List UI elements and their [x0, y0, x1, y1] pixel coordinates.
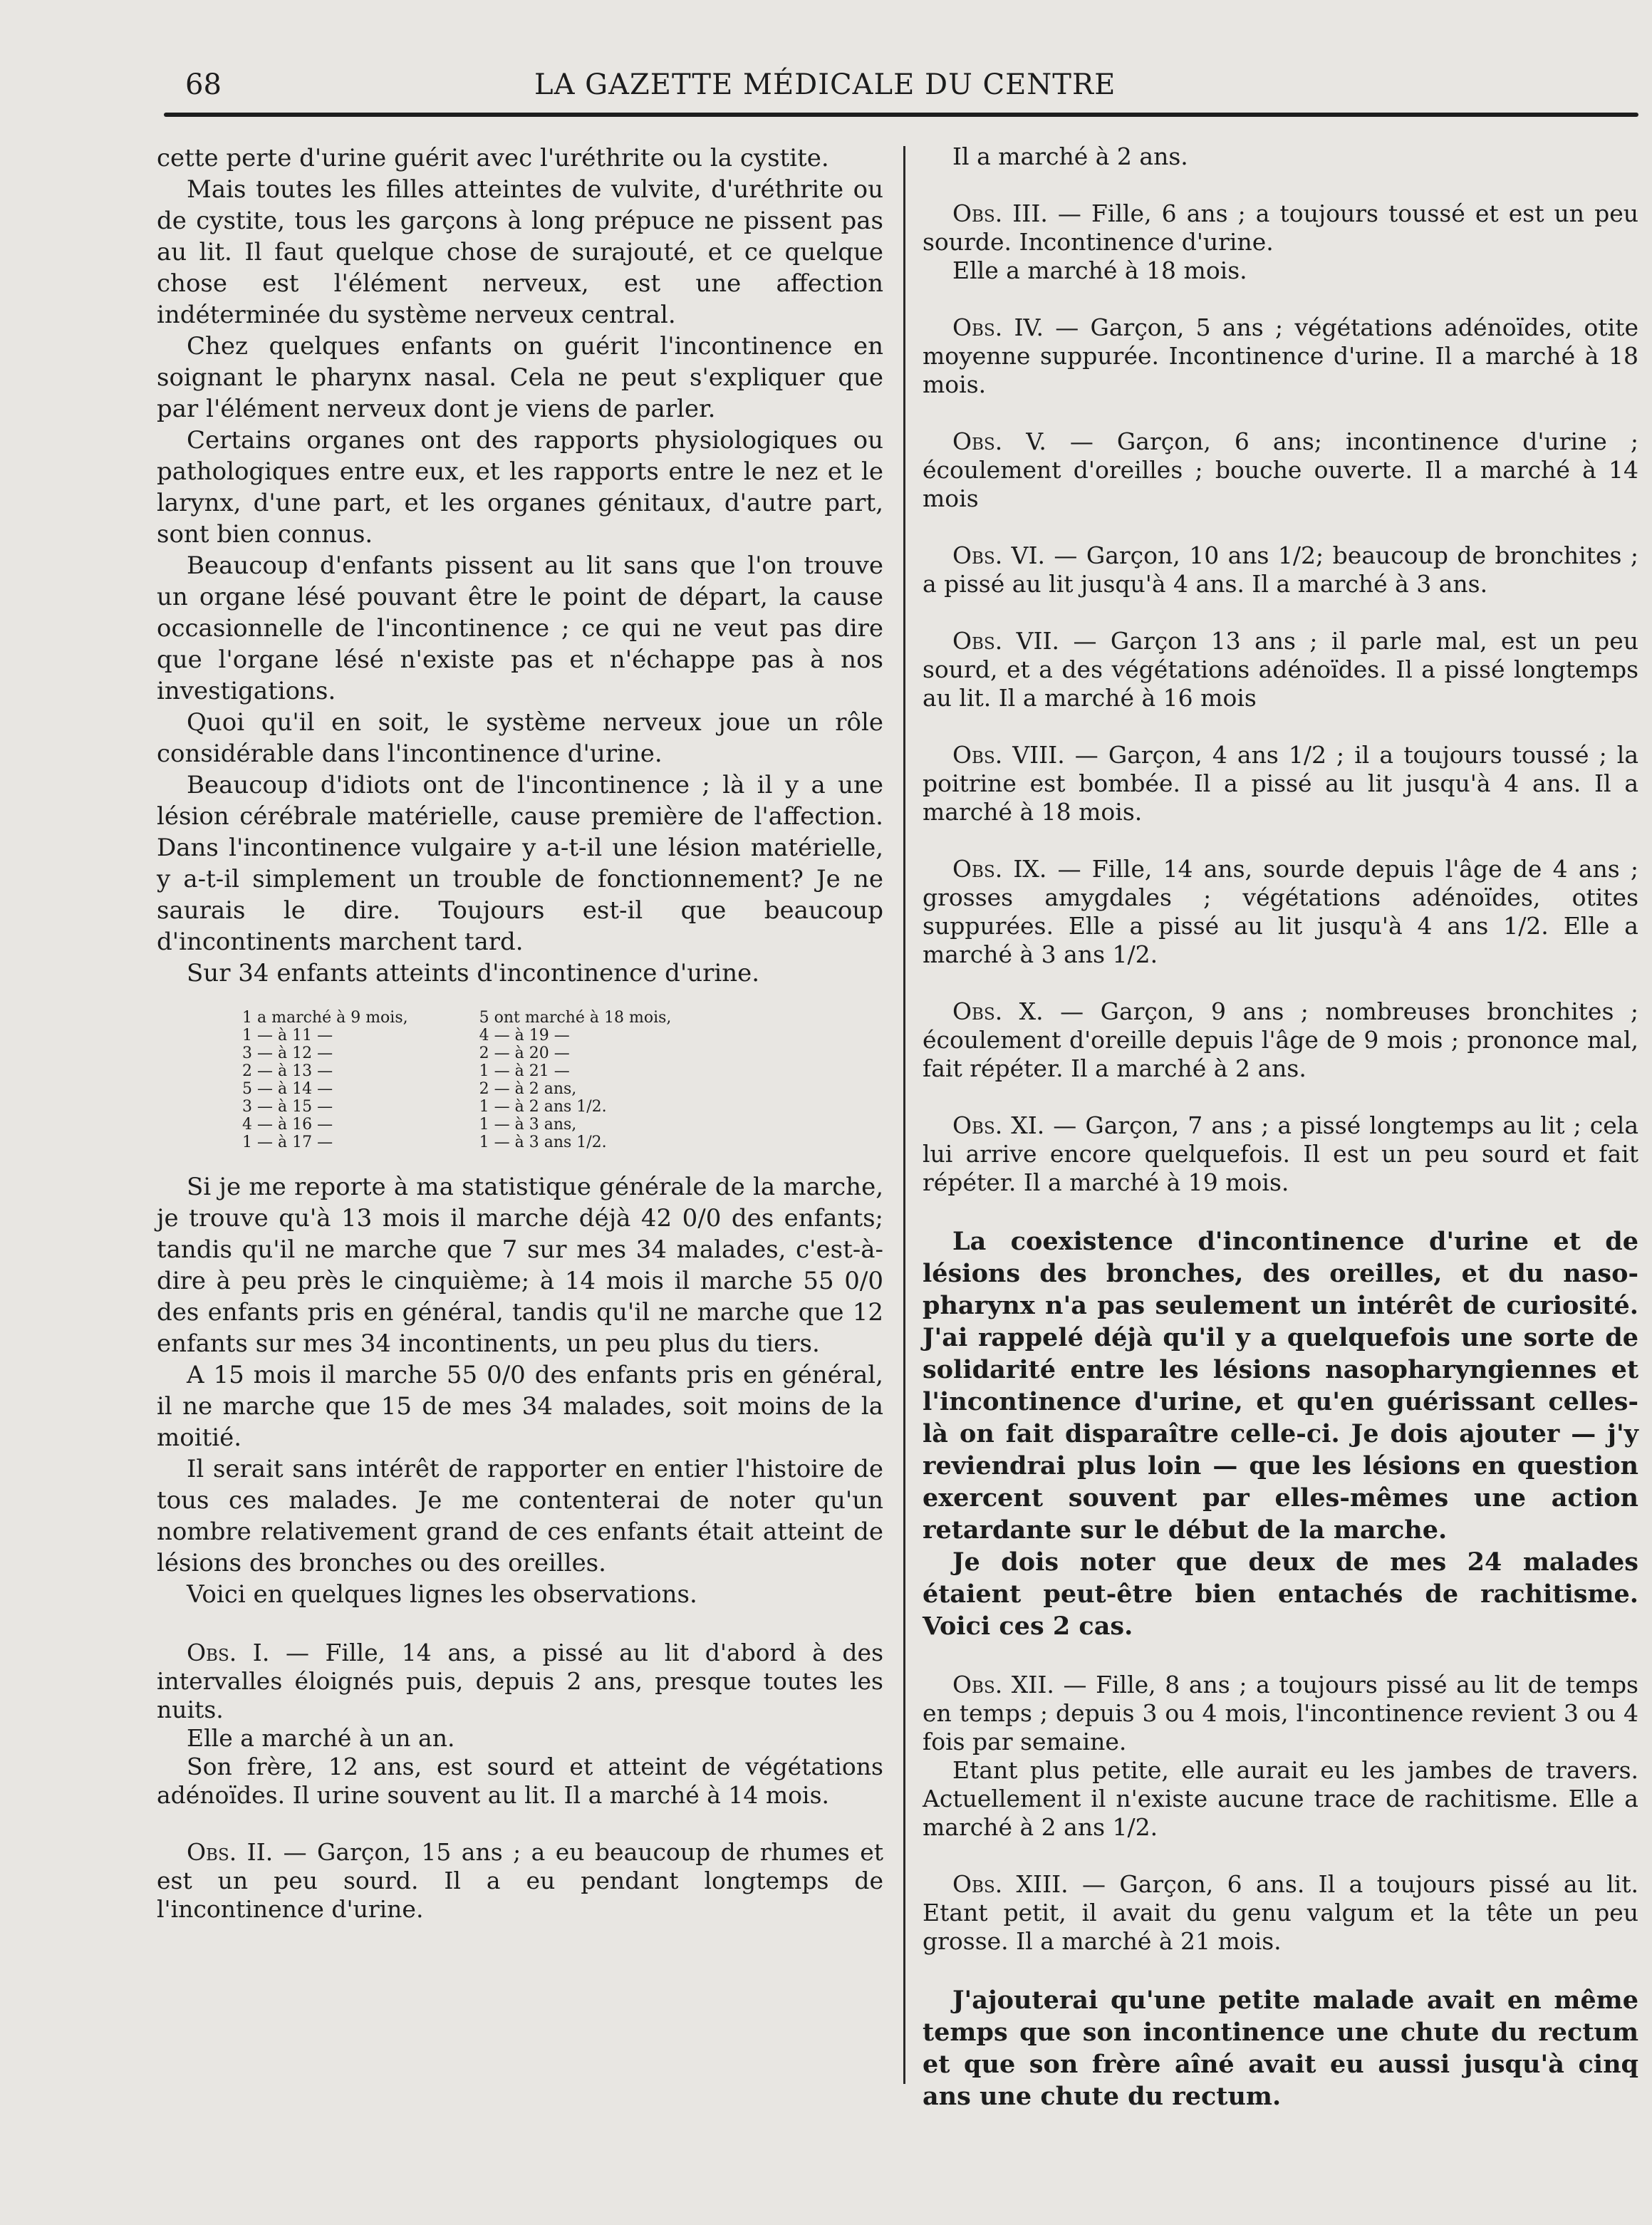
- walking-age-table-left: [242, 1009, 408, 1151]
- observation-label: Obs. IV.: [952, 313, 1044, 341]
- paragraph: Il a marché à 2 ans.: [952, 142, 1188, 170]
- right-column: [923, 142, 1638, 2112]
- observation-6: [923, 541, 1638, 598]
- observation-3: [923, 199, 1638, 256]
- table-row: 4 — à 19 —: [479, 1027, 570, 1044]
- observation-text: — Garçon, 6 ans. Il a toujours pissé au lit. Etant petit, il avait du genu valgum et la tête un peu grosse. Il a marché à 21 mois.: [923, 1870, 1638, 1955]
- observation-label: Obs. VI.: [952, 541, 1045, 569]
- table-row: 5 — à 14 —: [242, 1080, 333, 1098]
- observation-label: Obs. II.: [187, 1838, 274, 1866]
- observation-text: — Garçon, 15 ans ; a eu beaucoup de rhumes et est un peu sourd. Il a eu pendant longtemps de l'incontinence d'urine.: [157, 1838, 883, 1923]
- paragraph: Beaucoup d'idiots ont de l'incontinence ; là il y a une lésion cérébrale matérielle, cause première de l'affection. Dans l'incontinence vulgaire y a-t-il une lésion matérielle, y a-t-il simplement un trouble de fonctionnement? Je ne saurais le dire. Toujours est-il que beaucoup d'incontinents marchent tard.: [157, 771, 883, 956]
- paragraph: A 15 mois il marche 55 0/0 des enfants pris en général, il ne marche que 15 de mes 34 malades, soit moins de la moitié.: [157, 1361, 883, 1452]
- observation-text: — Fille, 14 ans, a pissé au lit d'abord à des intervalles éloignés puis, depuis 2 ans, presque toutes les nuits.: [157, 1639, 884, 1723]
- walking-age-table: [242, 1009, 883, 1151]
- page-number: 68: [185, 68, 222, 101]
- paragraph: Il serait sans intérêt de rapporter en entier l'histoire de tous ces malades. Je me contenterai de noter qu'un nombre relativement grand de ces enfants était atteint de lésions des bronches ou des oreilles.: [157, 1455, 883, 1577]
- observation-text: — Garçon, 5 ans ; végétations adénoïdes, otite moyenne suppurée. Incontinence d'urine. Il a marché à 18 mois.: [923, 313, 1638, 398]
- observation-label: Obs. III.: [952, 199, 1048, 227]
- table-row: 2 — à 20 —: [479, 1044, 570, 1062]
- paragraph: Chez quelques enfants on guérit l'incontinence en soignant le pharynx nasal. Cela ne peut s'expliquer que par l'élément nerveux dont je viens de parler.: [157, 332, 883, 423]
- observation-10: [923, 997, 1638, 1083]
- paragraph: Elle a marché à 18 mois.: [952, 256, 1247, 284]
- table-row: 4 — à 16 —: [242, 1116, 333, 1134]
- table-row: 3 — à 15 —: [242, 1098, 333, 1116]
- observation-label: Obs. IX.: [952, 855, 1047, 883]
- paragraph: Certains organes ont des rapports physiologiques ou pathologiques entre eux, et les rapports entre le nez et le larynx, d'une part, et les organes génitaux, d'autre part, sont bien connus.: [157, 426, 883, 549]
- table-row: 1 — à 3 ans 1/2.: [479, 1134, 607, 1151]
- observation-text: — Garçon 13 ans ; il parle mal, est un peu sourd, et a des végétations adénoïdes. Il a pissé longtemps au lit. Il a marché à 16 mois: [923, 627, 1638, 712]
- left-column: [157, 142, 883, 1924]
- table-row: 1 a marché à 9 mois,: [242, 1009, 408, 1027]
- observation-text: — Fille, 6 ans ; a toujours toussé et est un peu sourde. Incontinence d'urine.: [923, 199, 1639, 256]
- paragraph: La coexistence d'incontinence d'urine et de lésions des bronches, des oreilles, et du naso-pharynx n'a pas seulement un intérêt de curiosité. J'ai rappelé déjà qu'il y a quelquefois une sorte de solidarité entre les lésions nasopharyngiennes et l'incontinence d'urine, et qu'en guérissant celles-là on fait disparaître celle-ci. Je dois ajouter — j'y reviendrai plus loin — que les lésions en question exercent souvent par elles-mêmes une action retardante sur le début de la marche.: [923, 1227, 1638, 1545]
- observation-2: [157, 1838, 883, 1924]
- observation-label: Obs. V.: [952, 427, 1046, 455]
- table-row: 1 — à 2 ans 1/2.: [479, 1098, 607, 1116]
- observation-9: [923, 855, 1638, 969]
- paragraph: Quoi qu'il en soit, le système nerveux joue un rôle considérable dans l'incontinence d'urine.: [157, 708, 883, 768]
- paragraph: Elle a marché à un an.: [187, 1724, 455, 1752]
- header-rule: [164, 113, 1638, 117]
- observation-text: — Garçon, 10 ans 1/2; beaucoup de bronchites ; a pissé au lit jusqu'à 4 ans. Il a marché à 3 ans.: [923, 541, 1638, 598]
- paragraph: Son frère, 12 ans, est sourd et atteint de végétations adénoïdes. Il urine souvent au lit. Il a marché à 14 mois.: [157, 1753, 883, 1809]
- observation-11: [923, 1111, 1638, 1197]
- observation-text: — Garçon, 6 ans; incontinence d'urine ; écoulement d'oreilles ; bouche ouverte. Il a marché à 14 mois: [923, 427, 1638, 512]
- table-row: 5 ont marché à 18 mois,: [479, 1009, 672, 1027]
- paragraph: Si je me reporte à ma statistique générale de la marche, je trouve qu'à 13 mois il marche déjà 42 0/0 des enfants; tandis qu'il ne marche que 7 sur mes 34 malades, c'est-à-dire à peu près le cinquième; à 14 mois il marche 55 0/0 des enfants pris en général, tandis qu'il ne marche que 12 enfants sur mes 34 incontinents, un peu plus du tiers.: [157, 1173, 883, 1358]
- paragraph: cette perte d'urine guérit avec l'uréthrite ou la cystite.: [157, 144, 829, 172]
- paragraph: Voici en quelques lignes les observations.: [187, 1580, 697, 1609]
- observation-label: Obs. XIII.: [952, 1870, 1069, 1898]
- walking-age-table-right: [479, 1009, 672, 1151]
- observation-label: Obs. XII.: [952, 1671, 1054, 1698]
- paragraph: Beaucoup d'enfants pissent au lit sans que l'on trouve un organe lésé pouvant être le point de départ, la cause occasionnelle de l'incontinence ; ce qui ne veut pas dire que l'organe lésé n'existe pas et n'échappe pas à nos investigations.: [157, 551, 883, 705]
- observation-5: [923, 427, 1638, 513]
- running-title: LA GAZETTE MÉDICALE DU CENTRE: [534, 68, 1116, 101]
- observation-label: Obs. X.: [952, 997, 1044, 1025]
- column-divider: [903, 146, 905, 2084]
- observation-12: [923, 1671, 1638, 1756]
- paragraph: Je dois noter que deux de mes 24 malades étaient peut-être bien entachés de rachitisme. Voici ces 2 cas.: [923, 1547, 1638, 1641]
- observation-text: — Garçon, 4 ans 1/2 ; il a toujours toussé ; la poitrine est bombée. Il a pissé au lit jusqu'à 4 ans. Il a marché à 18 mois.: [923, 741, 1638, 826]
- paragraph: J'ajouterai qu'une petite malade avait en même temps que son incontinence une chute du rectum et que son frère aîné avait eu aussi jusqu'à cinq ans une chute du rectum.: [923, 1986, 1638, 2111]
- observation-4: [923, 313, 1638, 399]
- observation-label: Obs. VIII.: [952, 741, 1065, 769]
- observation-7: [923, 627, 1638, 712]
- table-row: 2 — à 13 —: [242, 1062, 333, 1080]
- observation-text: — Garçon, 9 ans ; nombreuses bronchites ; écoulement d'oreille depuis l'âge de 9 mois ; prononce mal, fait répéter. Il a marché à 2 ans.: [923, 997, 1638, 1082]
- table-row: 3 — à 12 —: [242, 1044, 333, 1062]
- table-row: 1 — à 17 —: [242, 1134, 333, 1151]
- table-row: 1 — à 11 —: [242, 1027, 333, 1044]
- page-header: [157, 61, 1489, 111]
- table-row: 1 — à 21 —: [479, 1062, 570, 1080]
- table-row: 2 — à 2 ans,: [479, 1080, 577, 1098]
- table-row: 1 — à 3 ans,: [479, 1116, 577, 1134]
- observation-text: — Fille, 14 ans, sourde depuis l'âge de 4 ans ; grosses amygdales ; végétations adénoïdes, otites suppurées. Elle a pissé au lit jusqu'à 4 ans 1/2. Elle a marché à 3 ans 1/2.: [923, 855, 1638, 968]
- observation-label: Obs. VII.: [952, 627, 1060, 655]
- observation-label: Obs. I.: [187, 1639, 270, 1666]
- observation-8: [923, 741, 1638, 826]
- observation-text: — Garçon, 7 ans ; a pissé longtemps au lit ; cela lui arrive encore quelquefois. Il est un peu sourd et fait répéter. Il a marché à 19 mois.: [923, 1111, 1638, 1196]
- observation-13: [923, 1870, 1638, 1956]
- paragraph: Sur 34 enfants atteints d'incontinence d'urine.: [187, 959, 760, 987]
- observation-1: [157, 1639, 883, 1724]
- observation-text: — Fille, 8 ans ; a toujours pissé au lit de temps en temps ; depuis 3 ou 4 mois, l'incontinence revient 3 ou 4 fois par semaine.: [923, 1671, 1638, 1755]
- paragraph: Mais toutes les filles atteintes de vulvite, d'uréthrite ou de cystite, tous les garçons à long prépuce ne pissent pas au lit. Il faut quelque chose de surajouté, et ce quelque chose est l'élément nerveux, est une affection indéterminée du système nerveux central.: [157, 175, 883, 329]
- paragraph: Etant plus petite, elle aurait eu les jambes de travers. Actuellement il n'existe aucune trace de rachitisme. Elle a marché à 2 ans 1/2.: [923, 1756, 1638, 1841]
- observation-label: Obs. XI.: [952, 1111, 1045, 1139]
